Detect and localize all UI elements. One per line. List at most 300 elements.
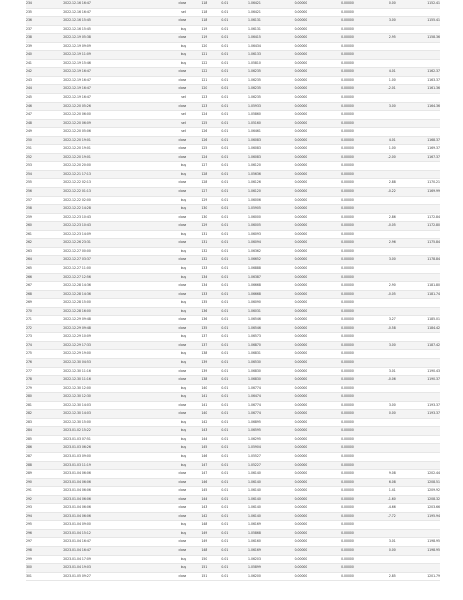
- take-profit-cell: 0.00000: [307, 478, 354, 487]
- deal-price-cell: 1.06169: [228, 521, 261, 530]
- deal-time-cell: 2022.12.27 11:00: [63, 264, 149, 273]
- order-number-cell: 147: [186, 461, 207, 470]
- stop-loss-cell: 0.00000: [261, 282, 308, 291]
- deal-time-cell: 2022.12.20 19:01: [63, 136, 149, 145]
- deal-price-cell: 1.05636: [228, 170, 261, 179]
- deal-number-cell: 275: [26, 350, 63, 359]
- take-profit-cell: 0.00000: [307, 230, 354, 239]
- deal-profit-cell: 1.00: [354, 76, 396, 85]
- deal-size-cell: 0.01: [207, 358, 228, 367]
- deal-profit-cell: [354, 333, 396, 342]
- stop-loss-cell: 0.00000: [261, 538, 308, 547]
- order-number-cell: 143: [186, 504, 207, 513]
- account-balance-cell: [396, 358, 440, 367]
- stop-loss-cell: 0.00000: [261, 452, 308, 461]
- stop-loss-cell: 0.00000: [261, 324, 308, 333]
- take-profit-cell: 0.00000: [307, 435, 354, 444]
- stop-loss-cell: 0.00000: [261, 555, 308, 564]
- account-balance-cell: [396, 418, 440, 427]
- take-profit-cell: 0.00000: [307, 282, 354, 291]
- deal-type-cell: close: [149, 68, 186, 77]
- account-balance-cell: 1172.80: [396, 222, 440, 231]
- take-profit-cell: 0.00000: [307, 333, 354, 342]
- deal-type-cell: close: [149, 487, 186, 496]
- order-number-cell: 134: [186, 282, 207, 291]
- deal-size-cell: 0.01: [207, 572, 228, 581]
- deal-price-cell: 1.06461: [228, 128, 261, 137]
- deal-type-cell: buy: [149, 393, 186, 402]
- deal-time-cell: 2022.12.19 11:09: [63, 51, 149, 60]
- deal-price-cell: 1.06006: [228, 196, 261, 205]
- deal-price-cell: 1.06652: [228, 256, 261, 265]
- deal-size-cell: 0.01: [207, 333, 228, 342]
- stop-loss-cell: 0.00000: [261, 341, 308, 350]
- deal-number-cell: 280: [26, 393, 63, 402]
- deal-number-cell: 288: [26, 461, 63, 470]
- order-number-cell: 131: [186, 230, 207, 239]
- order-number-cell: 128: [186, 170, 207, 179]
- table-row: [26, 170, 440, 179]
- stop-loss-cell: 0.00000: [261, 376, 308, 385]
- deal-time-cell: 2022.12.28 15:00: [63, 299, 149, 308]
- deal-number-cell: 274: [26, 341, 63, 350]
- account-balance-cell: 1193.37: [396, 410, 440, 419]
- table-row: [26, 307, 440, 316]
- deal-number-cell: 250: [26, 136, 63, 145]
- deal-time-cell: 2023.01.04 06:06: [63, 504, 149, 513]
- take-profit-cell: 0.00000: [307, 521, 354, 530]
- deal-number-cell: 297: [26, 538, 63, 547]
- order-number-cell: 120: [186, 42, 207, 51]
- deal-profit-cell: [354, 358, 396, 367]
- stop-loss-cell: 0.00000: [261, 333, 308, 342]
- deal-profit-cell: 2.88: [354, 179, 396, 188]
- deal-time-cell: 2022.12.19 16:47: [63, 94, 149, 103]
- table-row: [26, 495, 440, 504]
- deal-time-cell: 2022.12.27 12:56: [63, 273, 149, 282]
- deal-time-cell: 2022.12.29 10:09: [63, 333, 149, 342]
- account-balance-cell: 1187.42: [396, 341, 440, 350]
- deal-time-cell: 2022.12.20 06:00: [63, 111, 149, 120]
- order-number-cell: 142: [186, 418, 207, 427]
- deal-price-cell: 1.06235: [228, 94, 261, 103]
- table-row: [26, 256, 440, 265]
- deal-size-cell: 0.01: [207, 512, 228, 521]
- deal-type-cell: close: [149, 34, 186, 43]
- stop-loss-cell: 0.00000: [261, 128, 308, 137]
- deal-profit-cell: [354, 529, 396, 538]
- account-balance-cell: 1162.37: [396, 68, 440, 77]
- deal-type-cell: buy: [149, 230, 186, 239]
- account-balance-cell: 1163.37: [396, 76, 440, 85]
- order-number-cell: 138: [186, 376, 207, 385]
- order-number-cell: 137: [186, 341, 207, 350]
- deal-type-cell: close: [149, 316, 186, 325]
- deal-size-cell: 0.01: [207, 282, 228, 291]
- account-balance-cell: [396, 307, 440, 316]
- take-profit-cell: 0.00000: [307, 384, 354, 393]
- deal-number-cell: 295: [26, 521, 63, 530]
- deal-number-cell: 246: [26, 102, 63, 111]
- deal-size-cell: 0.01: [207, 290, 228, 299]
- deal-number-cell: 300: [26, 564, 63, 573]
- account-balance-cell: 1167.37: [396, 153, 440, 162]
- account-balance-cell: [396, 128, 440, 137]
- deal-profit-cell: [354, 170, 396, 179]
- take-profit-cell: 0.00000: [307, 94, 354, 103]
- stop-loss-cell: 0.00000: [261, 487, 308, 496]
- account-balance-cell: [396, 205, 440, 214]
- stop-loss-cell: 0.00000: [261, 256, 308, 265]
- deal-size-cell: 0.01: [207, 119, 228, 128]
- deal-size-cell: 0.01: [207, 564, 228, 573]
- deal-profit-cell: -7.72: [354, 512, 396, 521]
- order-number-cell: 120: [186, 85, 207, 94]
- take-profit-cell: 0.00000: [307, 111, 354, 120]
- deal-profit-cell: -0.06: [354, 376, 396, 385]
- take-profit-cell: 0.00000: [307, 461, 354, 470]
- deal-size-cell: 0.01: [207, 521, 228, 530]
- table-row: [26, 521, 440, 530]
- deal-type-cell: close: [149, 145, 186, 154]
- deal-profit-cell: 3.00: [354, 256, 396, 265]
- deal-size-cell: 0.01: [207, 307, 228, 316]
- deal-size-cell: 0.01: [207, 555, 228, 564]
- stop-loss-cell: 0.00000: [261, 25, 308, 34]
- deal-size-cell: 0.01: [207, 230, 228, 239]
- table-row: [26, 162, 440, 171]
- deal-price-cell: 1.06387: [228, 273, 261, 282]
- stop-loss-cell: 0.00000: [261, 495, 308, 504]
- deal-size-cell: 0.01: [207, 25, 228, 34]
- deal-time-cell: 2022.12.30 14:03: [63, 410, 149, 419]
- deal-number-cell: 266: [26, 273, 63, 282]
- order-number-cell: 123: [186, 94, 207, 103]
- deal-number-cell: 241: [26, 59, 63, 68]
- table-row: [26, 68, 440, 77]
- deal-profit-cell: 6.08: [354, 478, 396, 487]
- table-row: [26, 401, 440, 410]
- deal-number-cell: 253: [26, 162, 63, 171]
- deal-number-cell: 293: [26, 504, 63, 513]
- take-profit-cell: 0.00000: [307, 25, 354, 34]
- account-balance-cell: [396, 435, 440, 444]
- deal-size-cell: 0.01: [207, 188, 228, 197]
- deal-time-cell: 2022.12.27 03:37: [63, 256, 149, 265]
- deal-size-cell: 0.01: [207, 94, 228, 103]
- deal-type-cell: close: [149, 0, 186, 8]
- order-number-cell: 145: [186, 444, 207, 453]
- deal-profit-cell: -0.22: [354, 188, 396, 197]
- deal-type-cell: buy: [149, 51, 186, 60]
- deal-number-cell: 286: [26, 444, 63, 453]
- deal-time-cell: 2022.12.20 20:00: [63, 162, 149, 171]
- deal-type-cell: buy: [149, 358, 186, 367]
- table-row: [26, 247, 440, 256]
- take-profit-cell: 0.00000: [307, 427, 354, 436]
- stop-loss-cell: 0.00000: [261, 572, 308, 581]
- order-number-cell: 149: [186, 538, 207, 547]
- table-row: [26, 512, 440, 521]
- deal-type-cell: buy: [149, 307, 186, 316]
- deal-number-cell: 283: [26, 418, 63, 427]
- take-profit-cell: 0.00000: [307, 470, 354, 479]
- take-profit-cell: 0.00000: [307, 256, 354, 265]
- order-number-cell: 151: [186, 572, 207, 581]
- stop-loss-cell: 0.00000: [261, 136, 308, 145]
- deal-number-cell: 282: [26, 410, 63, 419]
- table-row: [26, 273, 440, 282]
- stop-loss-cell: 0.00000: [261, 94, 308, 103]
- order-number-cell: 148: [186, 521, 207, 530]
- stop-loss-cell: 0.00000: [261, 384, 308, 393]
- account-balance-cell: 1185.01: [396, 316, 440, 325]
- deal-number-cell: 256: [26, 188, 63, 197]
- take-profit-cell: 0.00000: [307, 68, 354, 77]
- deal-type-cell: buy: [149, 170, 186, 179]
- stop-loss-cell: 0.00000: [261, 564, 308, 573]
- account-balance-cell: [396, 299, 440, 308]
- deal-size-cell: 0.01: [207, 162, 228, 171]
- table-row: [26, 316, 440, 325]
- deal-price-cell: 1.06120: [228, 162, 261, 171]
- deal-time-cell: 2022.12.20 06:09: [63, 119, 149, 128]
- deal-price-cell: 1.06200: [228, 572, 261, 581]
- deal-size-cell: 0.01: [207, 529, 228, 538]
- deal-price-cell: 1.06083: [228, 145, 261, 154]
- deal-time-cell: 2022.12.19 09:09: [63, 42, 149, 51]
- deal-size-cell: 0.01: [207, 222, 228, 231]
- stop-loss-cell: 0.00000: [261, 290, 308, 299]
- table-row: [26, 34, 440, 43]
- deal-number-cell: 249: [26, 128, 63, 137]
- deal-time-cell: 2022.12.19 15:46: [63, 59, 149, 68]
- take-profit-cell: 0.00000: [307, 59, 354, 68]
- deal-size-cell: 0.01: [207, 341, 228, 350]
- deal-size-cell: 0.01: [207, 393, 228, 402]
- take-profit-cell: 0.00000: [307, 495, 354, 504]
- table-row: [26, 341, 440, 350]
- deal-type-cell: close: [149, 256, 186, 265]
- account-balance-cell: [396, 119, 440, 128]
- deal-number-cell: 235: [26, 8, 63, 17]
- deal-profit-cell: 1.41: [354, 487, 396, 496]
- deal-type-cell: close: [149, 136, 186, 145]
- take-profit-cell: 0.00000: [307, 136, 354, 145]
- deal-time-cell: 2022.12.16 15:45: [63, 17, 149, 26]
- deal-price-cell: 1.06235: [228, 76, 261, 85]
- deal-type-cell: buy: [149, 350, 186, 359]
- deal-size-cell: 0.01: [207, 418, 228, 427]
- deal-number-cell: 254: [26, 170, 63, 179]
- deal-type-cell: buy: [149, 247, 186, 256]
- take-profit-cell: 0.00000: [307, 188, 354, 197]
- deal-price-cell: 1.05810: [228, 59, 261, 68]
- deal-profit-cell: 3.00: [354, 102, 396, 111]
- deal-type-cell: buy: [149, 59, 186, 68]
- table-row: [26, 59, 440, 68]
- deal-size-cell: 0.01: [207, 444, 228, 453]
- take-profit-cell: 0.00000: [307, 452, 354, 461]
- deal-type-cell: buy: [149, 418, 186, 427]
- deal-size-cell: 0.01: [207, 470, 228, 479]
- order-number-cell: 149: [186, 529, 207, 538]
- table-row: [26, 102, 440, 111]
- deal-time-cell: 2022.12.20 05:26: [63, 102, 149, 111]
- table-row: [26, 196, 440, 205]
- take-profit-cell: 0.00000: [307, 504, 354, 513]
- deal-size-cell: 0.01: [207, 461, 228, 470]
- deal-size-cell: 0.01: [207, 76, 228, 85]
- deal-price-cell: 1.06774: [228, 410, 261, 419]
- deal-profit-cell: 2.95: [354, 34, 396, 43]
- account-balance-cell: 1198.95: [396, 547, 440, 556]
- deal-size-cell: 0.01: [207, 239, 228, 248]
- deal-number-cell: 245: [26, 94, 63, 103]
- account-balance-cell: 1198.95: [396, 538, 440, 547]
- deal-profit-cell: [354, 264, 396, 273]
- deal-profit-cell: [354, 418, 396, 427]
- take-profit-cell: 0.00000: [307, 555, 354, 564]
- take-profit-cell: 0.00000: [307, 8, 354, 17]
- account-balance-cell: [396, 564, 440, 573]
- account-balance-cell: 1178.84: [396, 256, 440, 265]
- deal-size-cell: 0.01: [207, 68, 228, 77]
- take-profit-cell: 0.00000: [307, 213, 354, 222]
- deal-type-cell: close: [149, 495, 186, 504]
- account-balance-cell: 1184.42: [396, 324, 440, 333]
- deal-type-cell: close: [149, 470, 186, 479]
- table-row: [26, 324, 440, 333]
- deal-profit-cell: -0.58: [354, 324, 396, 333]
- trades-table: [26, 0, 440, 581]
- deal-price-cell: 1.05904: [228, 444, 261, 453]
- deal-type-cell: close: [149, 188, 186, 197]
- deal-size-cell: 0.01: [207, 8, 228, 17]
- stop-loss-cell: 0.00000: [261, 478, 308, 487]
- deal-size-cell: 0.01: [207, 504, 228, 513]
- deal-type-cell: close: [149, 547, 186, 556]
- account-balance-cell: 1181.80: [396, 282, 440, 291]
- deal-profit-cell: 4.01: [354, 68, 396, 77]
- stop-loss-cell: 0.00000: [261, 504, 308, 513]
- deal-price-cell: 1.06546: [228, 316, 261, 325]
- deal-profit-cell: [354, 8, 396, 17]
- deal-price-cell: 1.05905: [228, 205, 261, 214]
- deal-profit-cell: -2.01: [354, 85, 396, 94]
- deal-size-cell: 0.01: [207, 59, 228, 68]
- deal-profit-cell: [354, 435, 396, 444]
- deal-number-cell: 267: [26, 282, 63, 291]
- deal-number-cell: 270: [26, 307, 63, 316]
- take-profit-cell: 0.00000: [307, 572, 354, 581]
- deal-price-cell: 1.06668: [228, 290, 261, 299]
- deal-number-cell: 299: [26, 555, 63, 564]
- deal-time-cell: 2022.12.30 15:00: [63, 418, 149, 427]
- deal-number-cell: 277: [26, 367, 63, 376]
- deal-size-cell: 0.01: [207, 102, 228, 111]
- table-row: [26, 282, 440, 291]
- deal-size-cell: 0.01: [207, 34, 228, 43]
- deal-type-cell: buy: [149, 196, 186, 205]
- deal-type-cell: close: [149, 282, 186, 291]
- deal-profit-cell: [354, 59, 396, 68]
- deal-number-cell: 240: [26, 51, 63, 60]
- deal-price-cell: 1.06131: [228, 25, 261, 34]
- table-row: [26, 478, 440, 487]
- deal-number-cell: 236: [26, 17, 63, 26]
- account-balance-cell: [396, 25, 440, 34]
- deal-number-cell: 289: [26, 470, 63, 479]
- deal-profit-cell: -2.00: [354, 153, 396, 162]
- stop-loss-cell: 0.00000: [261, 264, 308, 273]
- deal-price-cell: 1.06362: [228, 247, 261, 256]
- deal-number-cell: 251: [26, 145, 63, 154]
- deal-size-cell: 0.01: [207, 196, 228, 205]
- stop-loss-cell: 0.00000: [261, 239, 308, 248]
- deal-time-cell: 2023.01.04 06:06: [63, 495, 149, 504]
- table-row: [26, 119, 440, 128]
- order-number-cell: 124: [186, 111, 207, 120]
- deal-profit-cell: [354, 111, 396, 120]
- deal-profit-cell: [354, 564, 396, 573]
- table-row: [26, 153, 440, 162]
- deal-type-cell: sell: [149, 119, 186, 128]
- take-profit-cell: 0.00000: [307, 264, 354, 273]
- take-profit-cell: 0.00000: [307, 444, 354, 453]
- deal-price-cell: 1.06421: [228, 8, 261, 17]
- table-row: [26, 555, 440, 564]
- stop-loss-cell: 0.00000: [261, 8, 308, 17]
- stop-loss-cell: 0.00000: [261, 145, 308, 154]
- order-number-cell: 132: [186, 256, 207, 265]
- account-balance-cell: [396, 51, 440, 60]
- deal-size-cell: 0.01: [207, 85, 228, 94]
- deal-number-cell: 292: [26, 495, 63, 504]
- deal-price-cell: 1.06126: [228, 179, 261, 188]
- deal-time-cell: 2022.12.22 02:13: [63, 179, 149, 188]
- deal-time-cell: 2022.12.19 05:38: [63, 34, 149, 43]
- stop-loss-cell: 0.00000: [261, 247, 308, 256]
- order-number-cell: 128: [186, 179, 207, 188]
- table-row: [26, 222, 440, 231]
- account-balance-cell: 1170.21: [396, 179, 440, 188]
- deal-size-cell: 0.01: [207, 0, 228, 8]
- deal-price-cell: 1.06434: [228, 42, 261, 51]
- table-row: [26, 367, 440, 376]
- deal-size-cell: 0.01: [207, 350, 228, 359]
- table-row: [26, 547, 440, 556]
- table-row: [26, 418, 440, 427]
- account-balance-cell: [396, 59, 440, 68]
- deal-time-cell: 2022.12.22 02:00: [63, 196, 149, 205]
- table-row: [26, 0, 440, 8]
- stop-loss-cell: 0.00000: [261, 410, 308, 419]
- order-number-cell: 131: [186, 239, 207, 248]
- deal-time-cell: 2023.01.04 06:06: [63, 512, 149, 521]
- account-balance-cell: [396, 452, 440, 461]
- deal-profit-cell: 3.00: [354, 341, 396, 350]
- account-balance-cell: [396, 333, 440, 342]
- deal-price-cell: 1.06774: [228, 401, 261, 410]
- deal-type-cell: close: [149, 401, 186, 410]
- account-balance-cell: 1155.41: [396, 17, 440, 26]
- deal-profit-cell: [354, 51, 396, 60]
- deal-size-cell: 0.01: [207, 547, 228, 556]
- account-balance-cell: 1201.79: [396, 572, 440, 581]
- deal-profit-cell: 3.01: [354, 367, 396, 376]
- deal-type-cell: close: [149, 17, 186, 26]
